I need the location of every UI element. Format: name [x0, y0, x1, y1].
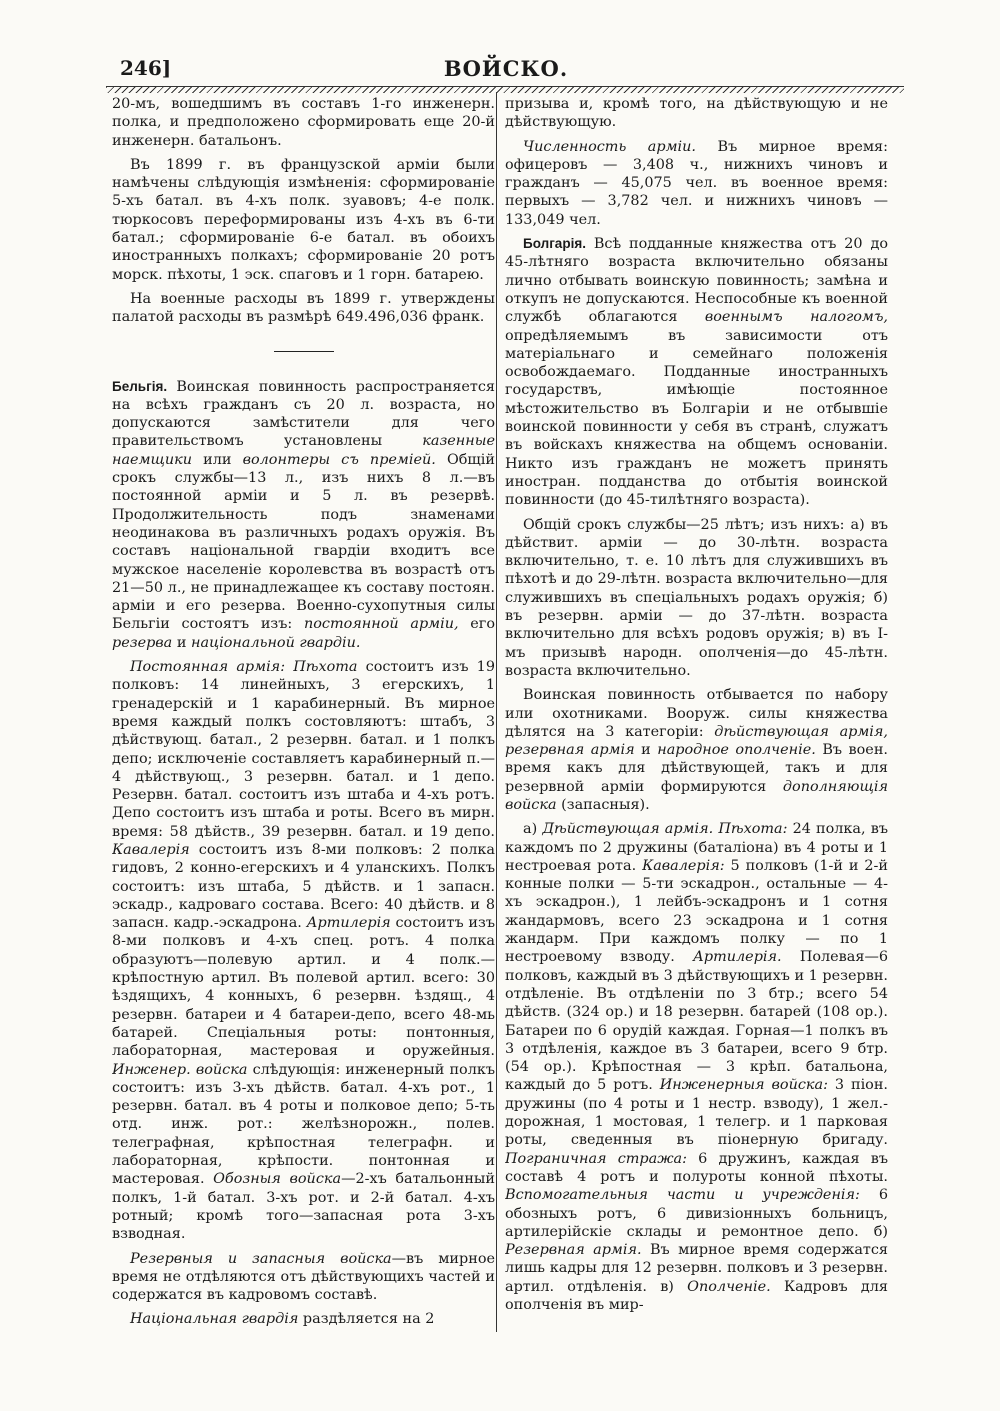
text: Воинская повинность отбывается по набору или охотниками. Вооруж. силы княжества дѣлятся на 3 категоріи: — [505, 687, 888, 740]
paragraph — [112, 658, 495, 1244]
italic-term: Вспомогательныя части и учрежденія: — [505, 1187, 860, 1204]
text: 5 полковъ (1-й и 2-й конные полки — 5-ти эскадрон., остальные — 4-хъ эскадрон.), 1 лейбъ-эскадронъ и 1 сотня жандармовъ, всего 23 эскадрона и 1 сотня жандарм. При каждомъ полку — по 1 нестроевому взводу. — [505, 857, 888, 966]
text: или — [192, 451, 243, 468]
italic-term: казенные наемщики — [112, 433, 495, 468]
text: 6 обозныхъ ротъ, 6 дивизіонныхъ больницъ, артилерійскіе склады и ремонтное депо. б) — [505, 1187, 888, 1240]
italic-term: волонтеры съ преміей. — [242, 451, 436, 468]
text: и — [634, 742, 658, 759]
italic-term: Дѣйствующая армія. Пѣхота: — [542, 821, 788, 838]
italic-term: Пограничная стража: — [505, 1150, 687, 1167]
text: слѣдующія: инженерный полкъ состоитъ: изъ 3-хъ дѣйств. батал. 4-хъ рот., 1 резервн. батал. въ 4 роты и полковое депо; 5-ть отд. инж. рот.: желѣзнорожн., полев. телеграфная, крѣпостная телеграфн. и лабораторная, крѣпости. понтонная и мастеровая. — [112, 1061, 495, 1188]
italic-term: военнымъ налогомъ, — [704, 309, 888, 326]
text: Въ мирное время: офицеровъ — 3,408 ч., нижнихъ чиновъ и гражданъ — 45,075 чел. въ военное время: первыхъ — 3,782 чел. и нижнихъ чиновъ — 133,049 чел. — [505, 138, 888, 228]
paragraph: Общій срокъ службы—25 лѣтъ; изъ нихъ: а) въ дѣйствит. арміи — до 30-лѣтн. возраста включительно, т. е. 10 лѣтъ для служившихъ въ пѣхотѣ и до 29-лѣтн. возраста включительно—для служившихъ въ спеціальныхъ родахъ оружія; б) въ резервн. арміи — до 37-лѣтн. возраста включительно для всѣхъ родовъ оружія; в) въ I-мъ призывѣ народн. ополченія—до 45-лѣтн. возраста включительно. — [505, 516, 888, 679]
italic-term: Національная гвардія — [130, 1311, 299, 1328]
text: состоитъ изъ 8-ми полковъ: 2 полка гидовъ, 2 конно-егерскихъ и 4 уланскихъ. Полкъ состоитъ: изъ штаба, 5 дѣйств. и 1 запасн. эскадр., кадроваго состава. Всего: 40 дѣйств. и 8 запасн. кадр.-эскадрона. — [112, 841, 495, 932]
text: состоитъ изъ 8-ми полковъ и 4-хъ спец. ротъ. 4 полка образуютъ—полевую артил. и 4 полк.—крѣпостную артил. Въ полевой артил. всего: 30 ѣздящихъ, 4 конныхъ, 6 резервн. ѣздящ., 4 резервн. батареи и 4 батареи-депо, всего 48-мь батарей. Спеціальныя роты: понтонныя, лабораторная, мастеровая и оружейныя. — [112, 915, 495, 1060]
italic-term: національной гвардіи. — [191, 634, 361, 651]
page-number: 246] — [120, 56, 172, 80]
italic-term: Кавалерія: — [642, 857, 725, 874]
italic-term: резерва — [112, 634, 173, 651]
paragraph — [505, 820, 888, 1314]
text: его — [458, 616, 495, 633]
italic-term: Артилерія. — [692, 949, 782, 966]
italic-term: Кавалерія — [112, 841, 190, 858]
paragraph: призыва и, кромѣ того, на дѣйствующую и не дѣйствующую. — [505, 96, 888, 131]
paragraph: На военные расходы въ 1899 г. утверждены палатой расходы въ размѣрѣ 649.496,036 франк. — [112, 290, 495, 326]
text: 24 полка, въ каждомъ по 2 дружины (баталіона) въ 4 роты и 1 нестроевая рота. — [505, 821, 888, 874]
paragraph — [112, 1310, 495, 1328]
column-divider — [496, 92, 497, 1332]
text: состоитъ изъ 19 полковъ: 14 линейныхъ, 3 егерскихъ, 1 гренадерскій и 1 карабинерный. Въ мирное время каждый полкъ состовляютъ: штабъ, 3 дѣйствующ. батал., 2 резервн. батал. и 1 полкъ депо; исключеніе составляетъ карабинерный п.—4 дѣйствующ., 3 резервн. батал. и 1 депо. Резервн. батал. состоитъ изъ штаба и 4-хъ ротъ. Депо состоитъ изъ штаба и роты. Всего въ мирн. время: 58 дѣйств., 39 резервн. батал. и 19 депо. — [112, 659, 495, 840]
italic-term: Артилерія — [306, 915, 391, 932]
paragraph: 20-мъ, вошедшимъ въ составъ 1-го инженерн. полка, и предположено сформировать еще 20-й инженерн. батальонъ. — [112, 96, 495, 149]
text: 3 піон. дружины (по 4 роты и 1 нестр. взводу), 1 жел.-дорожная, 1 мостовая, 1 телегр. и 1 парковая роты, сведенныя въ піонерную бригаду. — [505, 1077, 888, 1149]
page-header — [108, 56, 904, 84]
italic-term: Ополченіе. — [687, 1278, 771, 1295]
section-heading-bulgaria: Болгарія. — [523, 236, 586, 252]
paragraph — [112, 1250, 495, 1305]
italic-term: Резервныя и запасныя войска — [130, 1250, 392, 1267]
italic-term: Численность арміи. — [523, 138, 696, 155]
text: Полевая—6 полковъ, каждый въ 3 дѣйствующихъ и 1 резервн. отдѣленіе. Въ отдѣленіи по 3 бтр.; всего 54 дѣйств. (324 ор.) и 18 резервн. батарей (108 ор.). Батареи по 6 орудій каждая. Горная—1 полкъ въ 3 отдѣленія, каждое въ 3 батареи, всего 9 бтр. (54 ор.). Крѣпостная — 3 крѣп. батальона, каждый до 5 ротъ. — [505, 949, 888, 1094]
text: —въ мирное время не отдѣляются отъ дѣйствующихъ частей и содержатся въ кадровомъ составѣ. — [112, 1250, 495, 1304]
right-column — [505, 95, 888, 1335]
running-title: ВОЙСКО. — [443, 56, 569, 81]
paragraph — [505, 138, 888, 229]
section-heading-belgium: Бельгія. — [112, 378, 168, 394]
text: Въ воен. время какъ для дѣйствующей, такъ и для резервной арміи формируются — [505, 742, 888, 795]
text: —2-хъ батальонный полкъ, 1-й батал. 3-хъ рот. и 2-й батал. 4-хъ ротный; кромѣ того—запасная рота 3-хъ взводная. — [112, 1171, 495, 1243]
italic-term: постоянной арміи, — [303, 616, 459, 633]
paragraph-bulgaria — [505, 235, 888, 509]
text: Общій срокъ службы—13 л., изъ нихъ 8 л.—въ постоянной арміи и 5 л. въ резервѣ. Продолжительность подъ знаменами неодинакова въ различныхъ родахъ оружія. Въ составъ національной гвардіи входитъ все мужское населеніе королевства въ возрастѣ отъ 21—50 л., не принадлежащее къ составу постоян. арміи и его резерва. Военно-сухопутныя силы Бельгіи состоятъ изъ: — [112, 451, 495, 633]
text: Въ мирное время содержатся лишь кадры для 12 резервн. полковъ и 3 резервн. артил. отдѣленія. в) — [505, 1242, 888, 1295]
left-column — [112, 95, 495, 1335]
paragraph: Въ 1899 г. въ французской арміи были намѣчены слѣдующія измѣненія: сформированіе 5-хъ батал. въ 4-хъ полк. зуавовъ; 4-е полк. тюркосовъ переформированы изъ 4-хъ въ 6-ти батал.; сформированіе 6-е батал. въ обоихъ иностранныхъ полкахъ; сформированіе 20 ротъ морск. пѣхоты, 1 эск. спаговъ и 1 горн. батарею. — [112, 156, 495, 283]
italic-term: Резервная армія. — [505, 1242, 642, 1259]
italic-term: Инженерныя войска: — [659, 1077, 828, 1094]
text: раздѣляется на 2 — [298, 1311, 435, 1328]
section-rule — [274, 351, 334, 352]
header-rule — [106, 86, 904, 93]
text: Кадровъ для ополченія въ мир- — [505, 1278, 888, 1313]
text: 6 дружинъ, каждая въ составѣ 4 ротъ и полуроты конной пѣхоты. — [505, 1150, 888, 1185]
text: (запасныя). — [556, 796, 650, 813]
italic-term: Инженер. войска — [112, 1061, 248, 1078]
italic-term: Постоянная армія: Пѣхота — [130, 659, 358, 676]
text: и — [172, 634, 192, 651]
text: а) — [523, 821, 543, 838]
paragraph — [505, 686, 888, 814]
italic-term: дополняющія войска — [505, 778, 888, 813]
text: Всѣ подданные княжества отъ 20 до 45-лѣтняго возраста включительно обязаны лично отбывать воинскую повинность; замѣна и откупъ не допускаются. Неспособные къ военной службѣ облагаются — [505, 236, 888, 326]
italic-term: народное ополченіе. — [657, 742, 816, 759]
paragraph-belgium — [112, 378, 495, 652]
italic-term: Обозныя войска — [213, 1171, 342, 1188]
text: опредѣляемымъ въ зависимости отъ матеріальнаго и семейнаго положенія освобождаемаго. Подданные иностранныхъ государствъ, имѣющіе постоянное мѣстожительство въ Болгаріи и не отбывшіе воинской повинности у себя въ странѣ, служатъ въ войскахъ княжества на общемъ основаніи. Никто изъ гражданъ не можетъ принять иностран. подданства до отбытія воинской повинности (до 45-тилѣтняго возраста). — [505, 327, 888, 509]
italic-term: дѣйствующая армія, резервная армія — [505, 723, 888, 759]
text: Воинская повинность распространяется на всѣхъ гражданъ съ 20 л. возраста, но допускаются замѣстители для чего правительствомъ установлены — [112, 378, 495, 450]
